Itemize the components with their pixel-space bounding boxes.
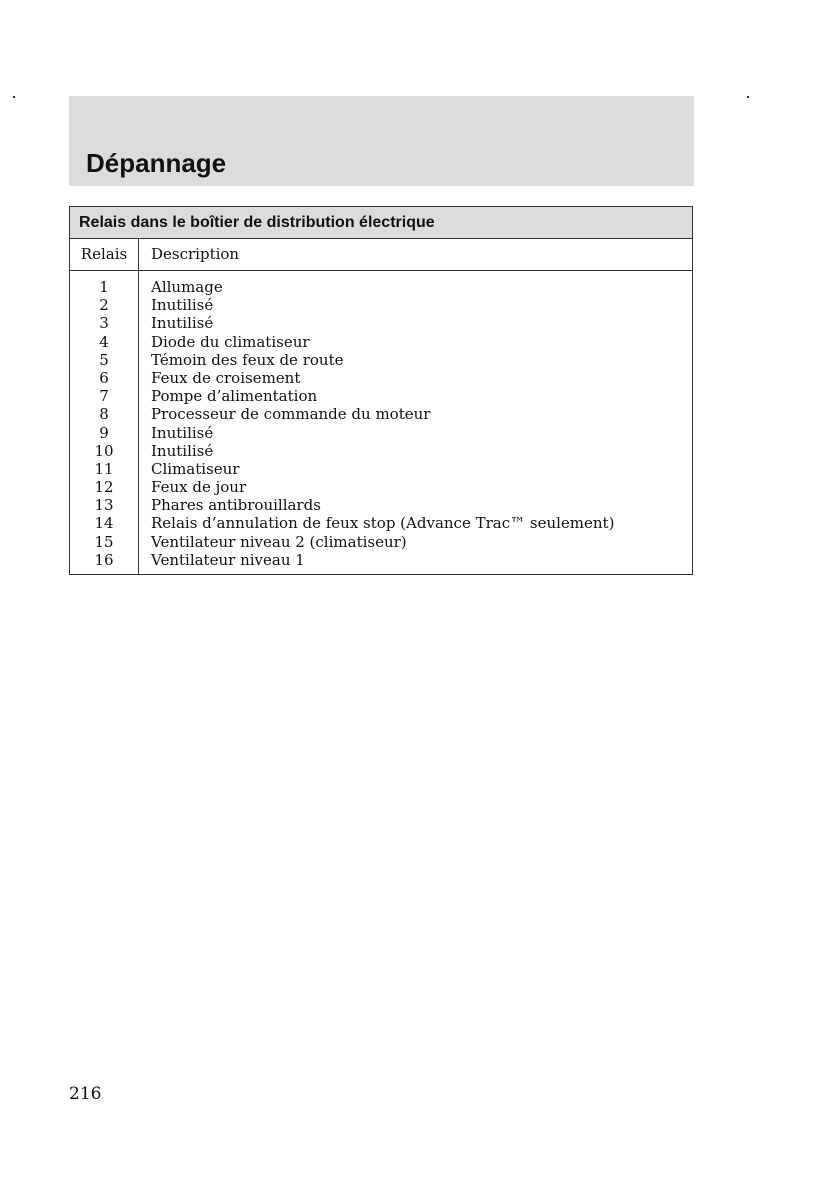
- relay-description: Inutilisé: [151, 314, 214, 333]
- relay-number: 8: [99, 405, 109, 424]
- crop-mark-left: [13, 96, 15, 98]
- relay-number: 11: [94, 459, 114, 478]
- section-header: [69, 96, 694, 186]
- relay-description: Inutilisé: [151, 423, 214, 442]
- relay-description: Témoin des feux de route: [151, 350, 344, 369]
- table-header-row: [70, 239, 692, 271]
- relay-number: 4: [99, 332, 109, 351]
- relay-description: Ventilateur niveau 1: [151, 550, 305, 569]
- crop-mark-right: [747, 96, 749, 98]
- relay-number: 15: [94, 532, 114, 551]
- relay-number: 9: [99, 423, 109, 442]
- relay-number-column: [70, 271, 139, 574]
- relay-description: Feux de jour: [151, 478, 247, 497]
- relay-number: 13: [94, 496, 114, 515]
- relay-table: [69, 206, 693, 575]
- relay-description: Processeur de commande du moteur: [151, 405, 431, 424]
- relay-description: Feux de croisement: [151, 368, 301, 387]
- relay-number: 7: [99, 387, 109, 406]
- relay-description: Diode du climatiseur: [151, 332, 310, 351]
- relay-number: 1: [99, 278, 109, 296]
- relay-description: Inutilisé: [151, 296, 214, 315]
- relay-number: 5: [99, 350, 109, 369]
- relay-number: 6: [99, 368, 109, 387]
- relay-description: Inutilisé: [151, 441, 214, 460]
- relay-description-column: [139, 278, 692, 569]
- page-number: 216: [69, 1084, 102, 1104]
- relay-description: Pompe d’alimentation: [151, 387, 318, 406]
- relay-description: Allumage: [151, 278, 223, 296]
- relay-description: Phares antibrouillards: [151, 496, 321, 515]
- table-body: [70, 271, 692, 574]
- relay-description: Relais d’annulation de feux stop (Advance Trac™ seulement): [151, 514, 615, 533]
- relay-number: 16: [94, 550, 114, 569]
- column-header-relais: Relais: [70, 239, 139, 270]
- column-header-description: Description: [151, 245, 240, 263]
- relay-description: Ventilateur niveau 2 (climatiseur): [151, 532, 407, 551]
- relay-number: 14: [94, 514, 114, 533]
- relay-number: 12: [94, 478, 114, 497]
- relay-description: Climatiseur: [151, 459, 240, 478]
- table-caption: Relais dans le boîtier de distribution électrique: [70, 207, 692, 239]
- relay-number: 10: [94, 441, 114, 460]
- relay-number: 3: [99, 314, 109, 333]
- page-title: Dépannage: [86, 148, 227, 178]
- relay-number: 2: [99, 296, 109, 315]
